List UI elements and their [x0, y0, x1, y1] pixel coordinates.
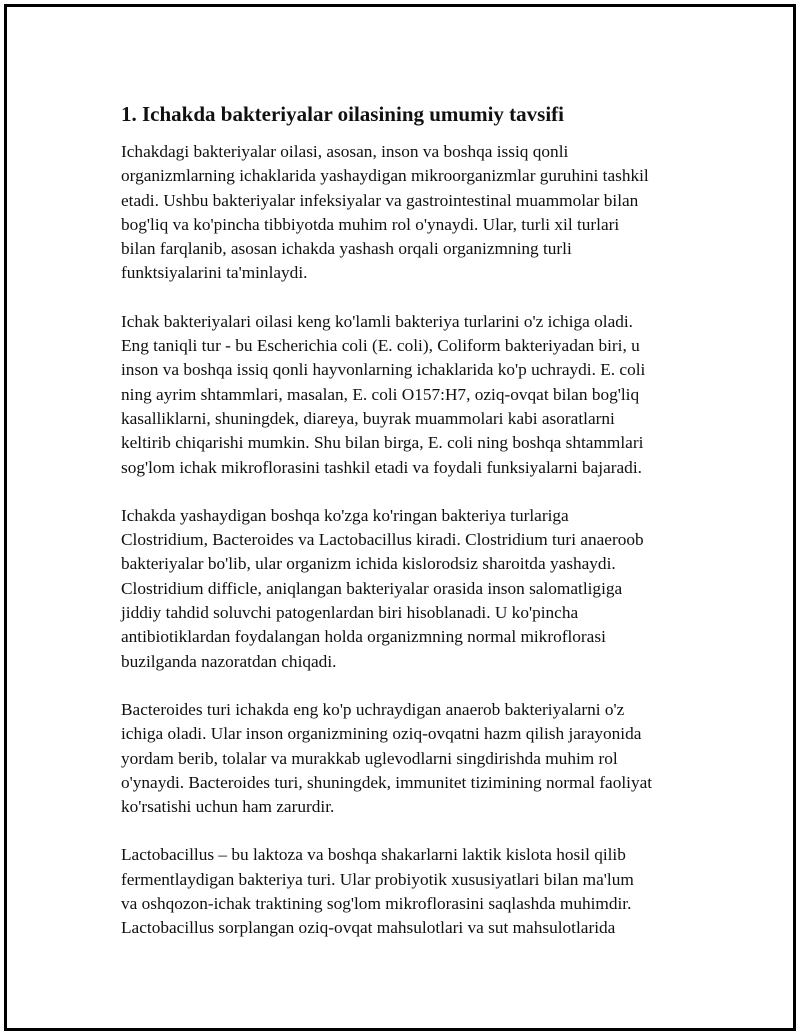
paragraph-line: bilan farqlanib, asosan ichakda yashash orqali organizmning turli	[121, 239, 572, 259]
paragraph-line: inson va boshqa issiq qonli hayvonlarning ichaklarida ko'p uchraydi. E. coli	[121, 360, 646, 380]
paragraph-line: Ichakdagi bakteriyalar oilasi, asosan, inson va boshqa issiq qonli	[121, 142, 569, 161]
paragraph-line: Eng taniqli tur - bu Escherichia coli (E. coli), Coliform bakteriyadan biri, u	[121, 336, 640, 356]
paragraph	[121, 140, 711, 286]
paragraph-line: keltirib chiqarishi mumkin. Shu bilan birga, E. coli ning boshqa shtammlari	[121, 433, 644, 453]
paragraph-line: fermentlaydigan bakteriya turi. Ular probiyotik xususiyatlari bilan ma'lum	[121, 869, 634, 889]
paragraph-line: Bacteroides turi ichakda eng ko'p uchraydigan anaerob bakteriyalarni o'z	[121, 699, 625, 719]
paragraph-line: yordam berib, tolalar va murakkab uglevodlarni singdirishda muhim rol	[121, 748, 618, 768]
paragraph-line: Ichak bakteriyalari oilasi keng ko'lamli bakteriya turlarini o'z ichiga oladi.	[121, 311, 633, 331]
paragraph-line: ko'rsatishi uchun ham zarurdir.	[121, 797, 335, 817]
paragraph-line: va oshqozon-ichak traktining sog'lom mikroflorasini saqlashda muhimdir.	[121, 894, 632, 914]
paragraph-line: Clostridium, Bacteroides va Lactobacillus kiradi. Clostridium turi anaeroob	[121, 530, 644, 550]
page-frame	[4, 4, 796, 1031]
paragraph-line: kasalliklarni, shuningdek, diareya, buyrak muammolari kabi asoratlarni	[121, 408, 615, 428]
section-heading: 1. Ichakda bakteriyalar oilasining umumiy tavsifi	[121, 102, 565, 126]
paragraph-line: Lactobacillus sorplangan oziq-ovqat mahsulotlari va sut mahsulotlarida	[121, 918, 616, 938]
paragraph-line: o'ynaydi. Bacteroides turi, shuningdek, immunitet tizimining normal faoliyat	[121, 772, 653, 792]
paragraph-line: funktsiyalarini ta'minlaydi.	[121, 263, 308, 283]
paragraph-line: Lactobacillus – bu laktoza va boshqa shakarlarni laktik kislota hosil qilib	[121, 845, 626, 865]
paragraph-container	[121, 140, 711, 941]
paragraph-line: buzilganda nazoratdan chiqadi.	[121, 651, 337, 671]
paragraph-line: bog'liq va ko'pincha tibbiyotda muhim rol o'ynaydi. Ular, turli xil turlari	[121, 214, 620, 234]
paragraph-line: Clostridium difficle, aniqlangan bakteriyalar orasida inson salomatligiga	[121, 578, 623, 598]
paragraph-line: etadi. Ushbu bakteriyalar infeksiyalar va gastrointestinal muammolar bilan	[121, 190, 639, 210]
paragraph	[121, 504, 711, 674]
paragraph-line: bakteriyalar bo'lib, ular organizm ichida kislorodsiz sharoitda yashaydi.	[121, 554, 616, 574]
paragraph	[121, 843, 711, 940]
paragraph-line: ichiga oladi. Ular inson organizmining oziq-ovqatni hazm qilish jarayonida	[121, 724, 642, 744]
paragraph-line: Ichakda yashaydigan boshqa ko'zga ko'ringan bakteriya turlariga	[121, 505, 569, 525]
paragraph-line: sog'lom ichak mikroflorasini tashkil etadi va foydali funksiyalarni bajaradi.	[121, 457, 642, 477]
document-body	[121, 100, 711, 965]
paragraph-line: organizmlarning ichaklarida yashaydigan mikroorganizmlar guruhini tashkil	[121, 166, 649, 186]
paragraph	[121, 698, 711, 819]
paragraph-line: antibiotiklardan foydalangan holda organizmning normal mikroflorasi	[121, 627, 606, 647]
paragraph	[121, 310, 711, 480]
paragraph-line: jiddiy tahdid soluvchi patogenlardan biri hisoblanadi. U ko'pincha	[121, 603, 579, 623]
paragraph-line: ning ayrim shtammlari, masalan, E. coli O157:H7, oziq-ovqat bilan bog'liq	[121, 384, 640, 404]
